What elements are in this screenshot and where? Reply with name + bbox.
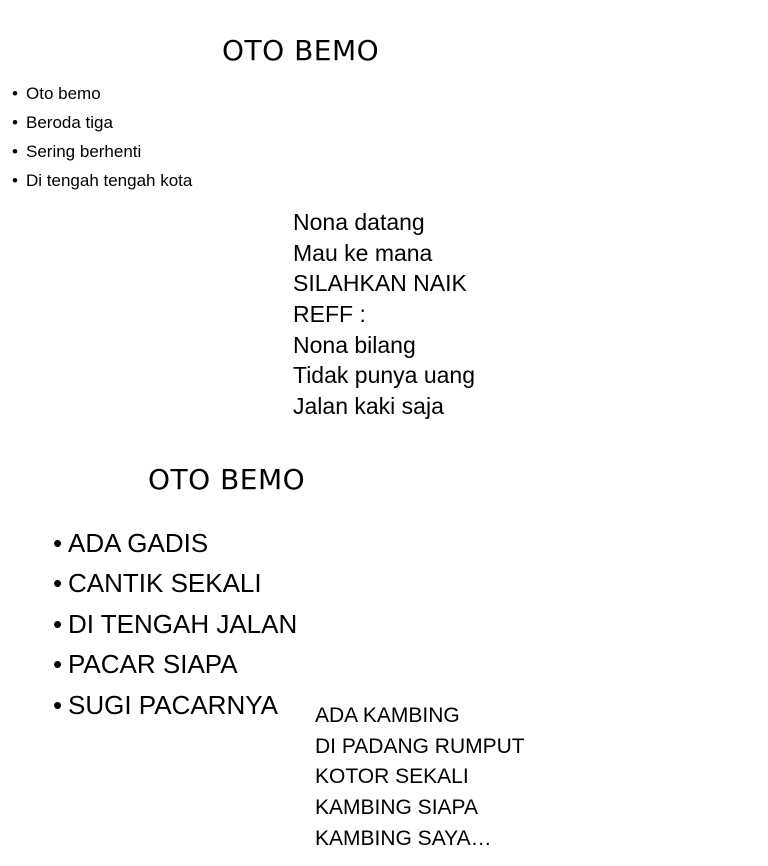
bullet-item: • CANTIK SEKALI: [68, 566, 297, 606]
slide-1-lyrics: [293, 207, 475, 422]
lyric-line: REFF :: [293, 301, 366, 328]
bullet-item: • ADA GADIS: [68, 526, 297, 566]
lyric-line: Mau ke mana: [293, 239, 433, 266]
lyric-line: ADA KAMBING: [315, 704, 460, 727]
lyric-line: Tidak punya uang: [293, 362, 476, 389]
bullet-item: • Di tengah tengah kota: [26, 169, 192, 198]
lyric-line: Nona bilang: [293, 331, 416, 358]
lyric-line: Nona datang: [293, 209, 425, 235]
lyric-line: DI PADANG RUMPUT: [315, 734, 525, 758]
slide-2-bullet-list: [68, 526, 297, 728]
slide-1-title: OTO BEMO: [222, 34, 380, 67]
bullet-item: • Beroda tiga: [26, 111, 192, 140]
lyric-line: KAMBING SAYA…: [315, 826, 492, 850]
bullet-item: • Oto bemo: [26, 82, 192, 111]
lyric-line: SILAHKAN NAIK: [293, 270, 467, 297]
slide-2-title: OTO BEMO: [148, 463, 306, 496]
lyric-line: Jalan kaki saja: [293, 393, 444, 420]
bullet-item: • SUGI PACARNYA: [68, 688, 297, 728]
bullet-item: • Sering berhenti: [26, 140, 192, 169]
bullet-item: • DI TENGAH JALAN: [68, 607, 297, 647]
slide-2-lyrics: [315, 701, 525, 854]
lyric-line: KOTOR SEKALI: [315, 765, 469, 789]
slide-1-bullet-list: [26, 82, 192, 198]
lyric-line: KAMBING SIAPA: [315, 796, 478, 820]
bullet-item: • PACAR SIAPA: [68, 647, 297, 687]
